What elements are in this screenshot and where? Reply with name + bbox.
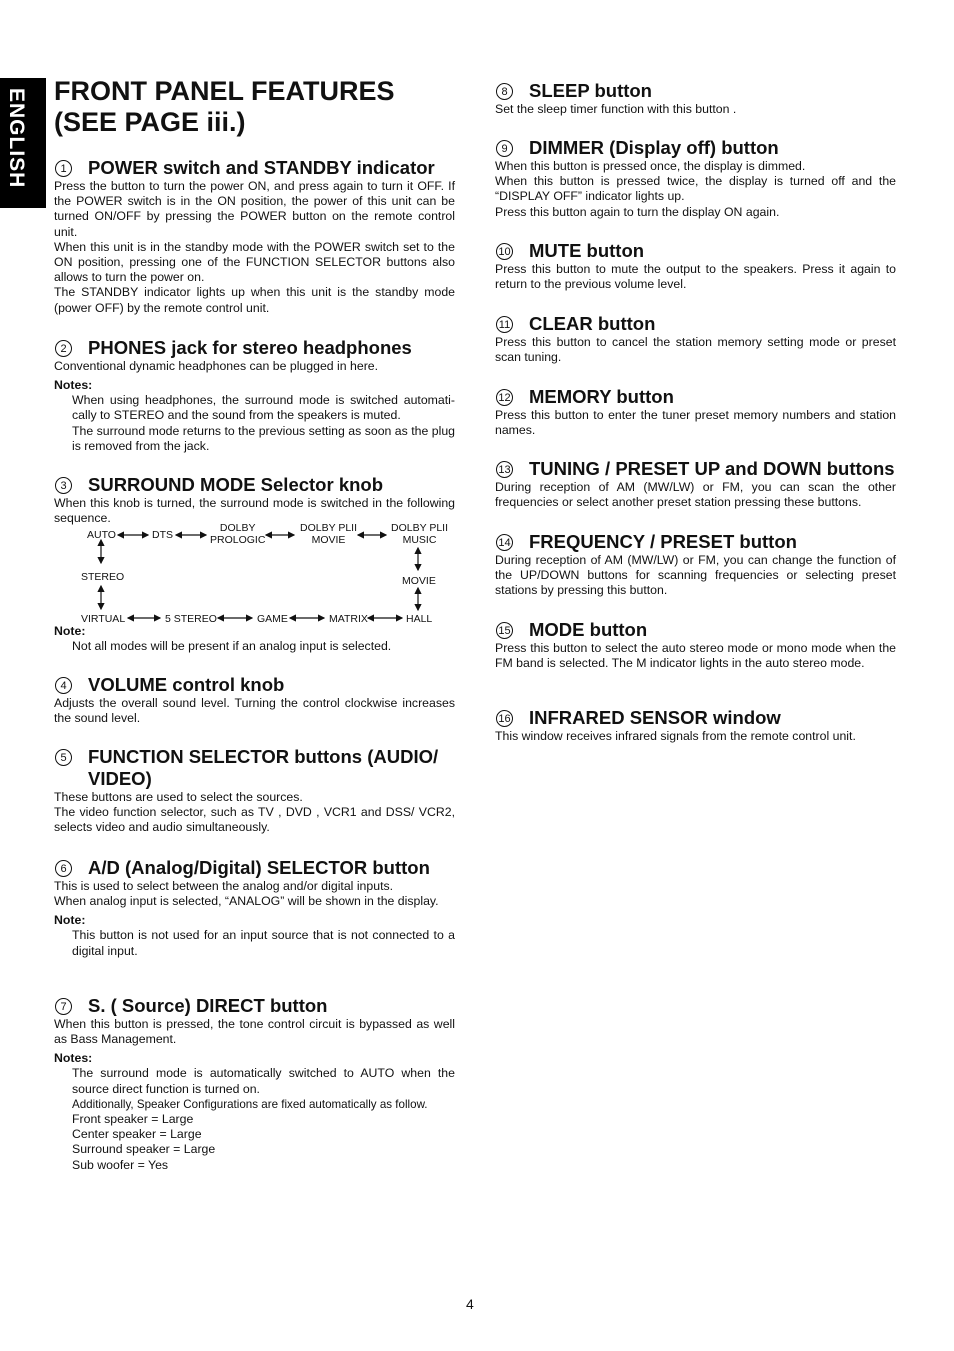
section-heading: CLEAR button <box>529 313 656 334</box>
section-power <box>54 157 455 316</box>
section-number: 7 <box>55 998 72 1015</box>
paragraph: This window receives infrared signals from the remote control unit. <box>495 729 856 743</box>
paragraph: When this knob is turned, the surround mode is switched in the following sequence. <box>54 496 455 526</box>
section-heading: SLEEP button <box>529 80 652 101</box>
section-number: 11 <box>496 316 513 333</box>
note-text: Not all modes will be present if an analog input is selected. <box>72 639 392 653</box>
section-mute <box>495 240 896 292</box>
note-text: Front speaker = Large <box>72 1112 194 1127</box>
mode-dts: DTS <box>152 529 173 541</box>
section-heading: MODE button <box>529 619 648 640</box>
section-number: 1 <box>55 160 72 177</box>
section-clear <box>495 313 896 365</box>
paragraph: When analog input is selected, “ANALOG” will be shown in the display. <box>54 894 439 909</box>
section-sleep <box>495 80 896 117</box>
mode-5-stereo: 5 STEREO <box>165 613 217 625</box>
paragraph: Press this button to cancel the station memory setting mode or preset scan tuning. <box>495 335 896 365</box>
mode-game: GAME <box>257 613 288 625</box>
section-number: 13 <box>496 461 513 478</box>
mode-dolby-pl2-movie: DOLBY PLII MOVIE <box>300 522 358 546</box>
section-heading: VOLUME control knob <box>88 674 285 695</box>
notes-label: Notes: <box>54 378 93 393</box>
paragraph: These buttons are used to select the sources. <box>54 790 303 804</box>
section-number: 9 <box>496 140 513 157</box>
paragraph: During reception of AM (MW/LW) or FM, you can scan the other frequencies or select another preset station pressing these buttons. <box>495 480 896 510</box>
paragraph: The video function selector, such as TV , DVD , VCR1 and DSS/ VCR2, selects video and audio simultaneously. <box>54 805 455 835</box>
mode-auto: AUTO <box>87 529 116 541</box>
paragraph: Set the sleep timer function with this button . <box>495 102 737 116</box>
section-number: 14 <box>496 534 513 551</box>
section-heading: MEMORY button <box>529 386 674 407</box>
section-number: 2 <box>55 340 72 357</box>
section-function-selector <box>54 746 455 836</box>
section-frequency-preset <box>495 531 896 599</box>
surround-mode-diagram <box>54 520 454 632</box>
paragraph: Adjusts the overall sound level. Turning the control clockwise increases the sound level. <box>54 696 455 726</box>
section-mode <box>495 619 896 671</box>
section-heading: A/D (Analog/Digital) SELECTOR button <box>88 857 430 878</box>
paragraph: Press this button again to turn the display ON again. <box>495 204 780 219</box>
page-title: FRONT PANEL FEATURES (SEE PAGE iii.) <box>54 76 395 137</box>
section-phones <box>54 337 455 454</box>
section-source-direct <box>54 995 455 1173</box>
section-number: 12 <box>496 389 513 406</box>
note-text: This button is not used for an input source that is not connected to a digital input. <box>72 928 455 958</box>
note-text: When using headphones, the surround mode is switched automati-cally to STEREO and the sound from the speakers is muted. <box>72 393 455 423</box>
section-tuning-preset <box>495 458 905 510</box>
section-memory <box>495 386 896 438</box>
note-text: The surround mode is automatically switched to AUTO when the source direct function is turned on. <box>72 1066 455 1096</box>
notes-label: Note: <box>54 913 86 928</box>
paragraph: During reception of AM (MW/LW) or FM, you can change the function of the UP/DOWN buttons for scanning frequencies or selecting preset stations by pressing this button. <box>495 553 896 598</box>
note-text: Additionally, Speaker Configurations are fixed automatically as follow. <box>72 1097 428 1111</box>
paragraph: When this button is pressed twice, the display is turned off and the “DISPLAY OFF” indicator lights up. <box>495 174 896 204</box>
notes-label: Note: <box>54 624 86 638</box>
language-tab <box>0 78 46 208</box>
section-heading: DIMMER (Display off) button <box>529 137 779 158</box>
mode-virtual: VIRTUAL <box>81 613 126 625</box>
section-heading: SURROUND MODE Selector knob <box>88 474 384 495</box>
mode-dolby-pl2-music: DOLBY PLII MUSIC <box>391 522 449 546</box>
section-heading: FUNCTION SELECTOR buttons (AUDIO/ VIDEO) <box>88 746 439 789</box>
section-heading: S. ( Source) DIRECT button <box>88 995 328 1016</box>
notes-label: Notes: <box>54 1051 93 1066</box>
paragraph: Conventional dynamic headphones can be plugged in here. <box>54 359 379 373</box>
section-number: 4 <box>55 677 72 694</box>
paragraph: When this button is pressed, the tone control circuit is bypassed as well as Bass Management. <box>54 1017 455 1047</box>
paragraph: When this unit is in the standby mode with the POWER switch set to the ON position, pressing one of the FUNCTION SELECTOR buttons also allows to turn the power on. <box>54 239 455 285</box>
paragraph: Press this button to mute the output to the speakers. Press it again to return to the previous volume level. <box>495 262 896 292</box>
section-number: 6 <box>55 860 72 877</box>
paragraph: Press the button to turn the power ON, and press again to turn it OFF. If the POWER switch is in the ON position, the power of this unit can be turned ON/OFF by pressing the POWER button on the remote control unit. <box>54 179 455 239</box>
section-heading: FREQUENCY / PRESET button <box>529 531 797 552</box>
section-surround <box>54 474 455 526</box>
paragraph: Press this button to select the auto stereo mode or mono mode when the FM band is selected. The M indicator lights in the auto stereo mode. <box>495 641 896 671</box>
section-volume <box>54 674 455 726</box>
section-number: 5 <box>55 749 72 766</box>
section-number: 8 <box>496 83 513 100</box>
note-text: Surround speaker = Large <box>72 1142 216 1157</box>
section-surround-note <box>54 624 455 654</box>
section-number: 16 <box>496 710 513 727</box>
section-heading: TUNING / PRESET UP and DOWN buttons <box>529 458 895 479</box>
paragraph: The STANDBY indicator lights up when this unit is the standby mode (power OFF) by the remote control unit. <box>54 285 455 315</box>
section-ad-selector <box>54 857 455 959</box>
paragraph: When this button is pressed once, the display is dimmed. <box>495 159 806 173</box>
mode-matrix: MATRIX <box>329 613 368 625</box>
mode-hall: HALL <box>406 613 433 625</box>
section-infrared <box>495 707 896 744</box>
section-dimmer <box>495 137 896 220</box>
note-text: Center speaker = Large <box>72 1127 202 1142</box>
paragraph: Press this button to enter the tuner preset memory numbers and station names. <box>495 408 896 438</box>
note-text: Sub woofer = Yes <box>72 1157 169 1172</box>
section-heading: POWER switch and STANDBY indicator <box>88 157 435 178</box>
page-number: 4 <box>466 1296 474 1312</box>
paragraph: This is used to select between the analog and/or digital inputs. <box>54 879 394 893</box>
section-heading: PHONES jack for stereo headphones <box>88 337 412 358</box>
note-text: The surround mode returns to the previous setting as soon as the plug is removed from the jack. <box>72 423 455 453</box>
mode-dolby-prologic: DOLBY PROLOGIC <box>210 522 266 546</box>
section-heading: INFRARED SENSOR window <box>529 707 781 728</box>
section-heading: MUTE button <box>529 240 645 261</box>
mode-movie: MOVIE <box>402 575 436 587</box>
section-number: 15 <box>496 622 513 639</box>
section-number: 3 <box>55 477 72 494</box>
section-number: 10 <box>496 243 513 260</box>
mode-stereo: STEREO <box>81 571 125 583</box>
language-tab-label: ENGLISH <box>5 88 28 189</box>
